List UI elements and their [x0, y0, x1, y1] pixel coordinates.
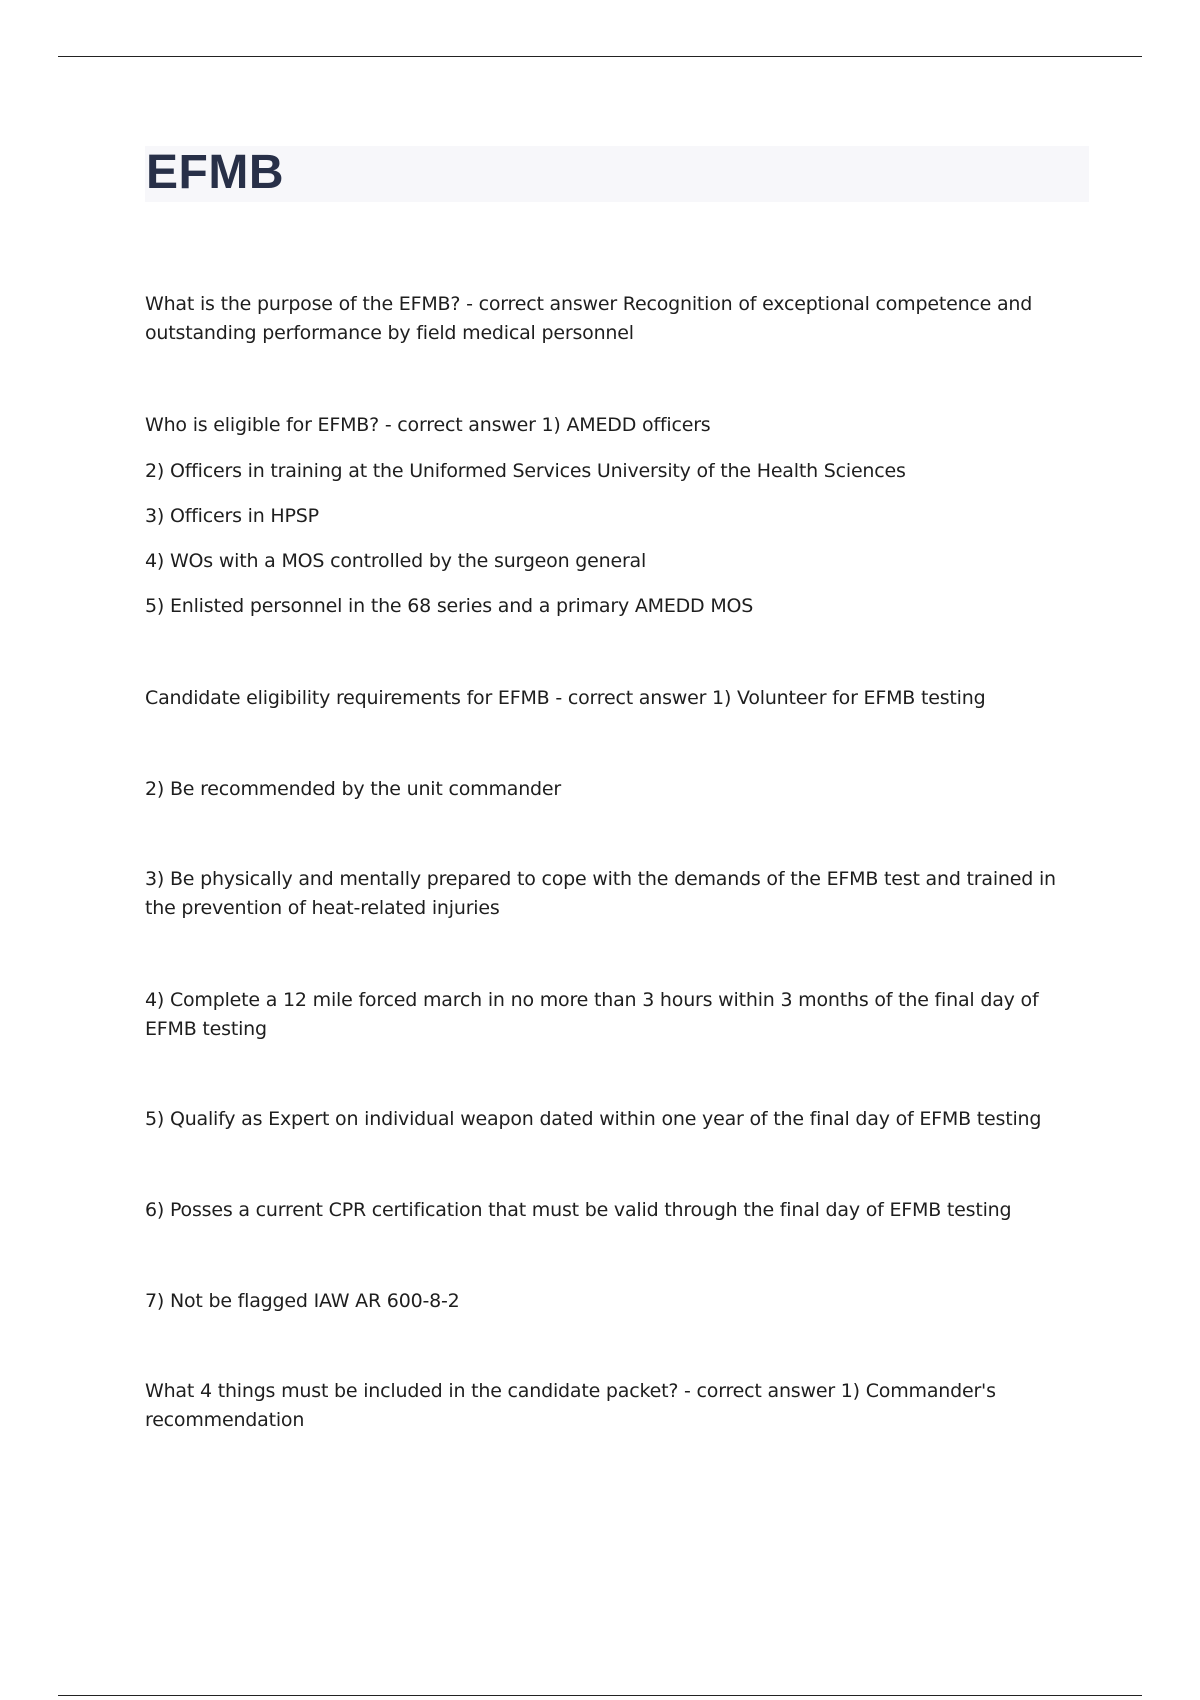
list-item: 2) Be recommended by the unit commander	[145, 778, 562, 800]
title-band	[145, 146, 1089, 202]
list-item: 7) Not be flagged IAW AR 600-8-2	[145, 1290, 460, 1312]
list-item: 5) Qualify as Expert on individual weapon dated within one year of the final day of EFMB testing	[145, 1108, 1042, 1130]
paragraph-eligibility-question: Who is eligible for EFMB? - correct answer 1) AMEDD officers	[145, 414, 711, 436]
list-item: 4) WOs with a MOS controlled by the surgeon general	[145, 550, 647, 572]
top-rule	[58, 56, 1142, 57]
paragraph-purpose: What is the purpose of the EFMB? - correct answer Recognition of exceptional competence and outstanding performance by field medical personnel	[145, 293, 1033, 344]
paragraph-candidate-packet: What 4 things must be included in the candidate packet? - correct answer 1) Commander's recommendation	[145, 1380, 996, 1431]
bottom-rule	[58, 1695, 1142, 1696]
paragraph-candidate-requirements: Candidate eligibility requirements for EFMB - correct answer 1) Volunteer for EFMB testing	[145, 687, 986, 709]
list-item: 2) Officers in training at the Uniformed Services University of the Health Sciences	[145, 460, 906, 482]
document-title: EFMB	[146, 146, 284, 199]
list-item: 3) Officers in HPSP	[145, 505, 319, 527]
list-item: 6) Posses a current CPR certification that must be valid through the final day of EFMB testing	[145, 1199, 1012, 1221]
list-item: 3) Be physically and mentally prepared to cope with the demands of the EFMB test and trained in the prevention of heat-related injuries	[145, 868, 1056, 919]
list-item: 5) Enlisted personnel in the 68 series and a primary AMEDD MOS	[145, 595, 754, 617]
list-item: 4) Complete a 12 mile forced march in no more than 3 hours within 3 months of the final day of EFMB testing	[145, 989, 1039, 1040]
